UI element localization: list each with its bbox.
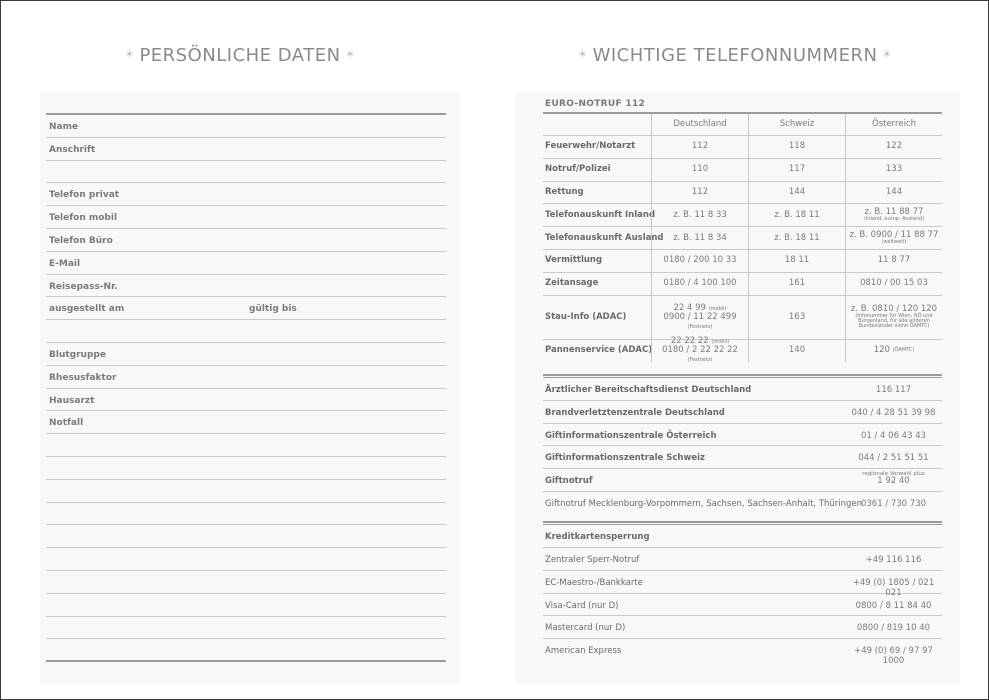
field-label: Telefon mobil [49, 213, 118, 224]
cell-at [845, 273, 942, 295]
table-row [543, 159, 942, 182]
cell-de: z. B. 11 8 33 [651, 204, 748, 226]
form-row[interactable] [46, 434, 446, 457]
form-row[interactable] [46, 115, 446, 138]
cell-at [845, 250, 942, 272]
title-text: WICHTIGE TELEFONNUMMERN [592, 45, 878, 66]
value-landline: 0180 / 2 22 22 22 [662, 345, 738, 356]
value-mobile: 22 22 22 [670, 336, 709, 347]
service-label: Mastercard (nur D) [545, 623, 626, 634]
row-label: Pannenservice (ADAC) [545, 345, 653, 356]
form-row[interactable] [46, 411, 446, 434]
table-row [543, 250, 942, 273]
service-number: 0800 / 819 10 40 [856, 623, 931, 634]
euro-notruf-title: EURO-NOTRUF 112 [545, 99, 646, 109]
row-label: Stau-Info (ADAC) [545, 311, 627, 322]
row-label: Telefonauskunft Inland [545, 209, 656, 220]
table-row [543, 227, 942, 250]
note: Burgenland, für alle anderen [858, 317, 930, 324]
credit-card-row [543, 548, 942, 571]
note: (Festnetz) [687, 323, 713, 330]
page-title-phone-numbers [530, 45, 940, 66]
table-row-pannen [543, 336, 942, 364]
value-landline: 0900 / 11 22 499 [663, 311, 737, 322]
service-row [543, 378, 942, 401]
form-row[interactable] [46, 457, 446, 480]
star-ornament: * [125, 49, 134, 65]
cell-de: 0180 / 4 100 100 [651, 273, 748, 295]
note: (ÖAMTC) [892, 347, 915, 354]
cell-ch: 140 [748, 340, 845, 363]
form-row[interactable] [46, 206, 446, 229]
field-label-secondary: gültig bis [249, 304, 297, 315]
cell-ch: 117 [748, 159, 845, 181]
service-number: 0800 / 8 11 84 40 [855, 600, 932, 611]
row-label: Vermittlung [545, 255, 603, 266]
column-header-at: Österreich [845, 114, 942, 135]
service-label: Giftinformationszentrale Schweiz [545, 453, 705, 464]
cell-ch: 118 [748, 136, 845, 158]
service-label: Brandverletztenzentrale Deutschland [545, 407, 725, 418]
service-label: Giftinformationszentrale Österreich [545, 430, 717, 441]
note: (Festnetz) [687, 357, 713, 364]
service-label: Ärztlicher Bereitschaftsdienst Deutschland [545, 385, 752, 395]
title-text: PERSÖNLICHE DATEN [139, 45, 341, 66]
table-row [543, 136, 942, 159]
divider [543, 374, 942, 376]
credit-card-row [543, 571, 942, 598]
page-title-personal-data [40, 45, 440, 66]
field-label: Reisepass-Nr. [49, 281, 118, 292]
field-label: E-Mail [49, 258, 81, 269]
field-label: Notfall [49, 418, 84, 429]
field-label: Telefon Büro [49, 235, 113, 246]
form-row[interactable] [46, 617, 446, 640]
value-mobile: 22 4 99 [673, 302, 706, 313]
row-label: Telefonauskunft Ausland [545, 232, 664, 243]
column-header-ch: Schweiz [748, 114, 845, 135]
field-label: Blutgruppe [49, 349, 106, 360]
form-row[interactable] [46, 183, 446, 206]
value: z. B. 11 88 77 [864, 207, 924, 218]
section-title: Kreditkartensperrung [545, 532, 650, 542]
cell-at [845, 182, 942, 204]
star-ornament: * [883, 49, 891, 65]
form-row[interactable] [46, 366, 446, 389]
cell-de: 112 [651, 136, 748, 158]
field-label: Rhesusfaktor [49, 372, 117, 383]
service-row [543, 424, 942, 447]
credit-card-row [543, 616, 942, 639]
row-label: Zeitansage [545, 278, 599, 289]
field-label: Telefon privat [49, 190, 120, 201]
form-row[interactable] [46, 343, 446, 366]
cell-de: 112 [651, 182, 748, 204]
service-label: American Express [545, 646, 622, 657]
cell-ch: 163 [748, 296, 845, 339]
service-label: Giftnotruf [545, 476, 593, 487]
service-number: +49 (0) 1805 / 021 021 [852, 577, 935, 598]
form-row[interactable] [46, 161, 446, 184]
table-row [543, 182, 942, 205]
service-number: 116 117 [875, 385, 912, 395]
form-row[interactable] [46, 389, 446, 412]
service-number: +49 (0) 69 / 97 97 1000 [854, 646, 933, 667]
service-row [543, 401, 942, 424]
form-row[interactable] [46, 571, 446, 594]
service-number: 040 / 4 28 51 39 98 [851, 407, 936, 418]
form-row[interactable] [46, 252, 446, 275]
table-row [543, 273, 942, 296]
form-row[interactable] [46, 639, 446, 662]
value: 1 92 40 [877, 476, 910, 487]
form-row[interactable] [46, 229, 446, 252]
form-row[interactable] [46, 297, 446, 320]
service-row-giftnotruf [543, 469, 942, 492]
value: 11 8 77 [877, 255, 911, 266]
form-row[interactable] [46, 594, 446, 617]
note: (Infonummer für Wien, NÖ und [855, 312, 933, 319]
cell-ch: z. B. 18 11 [748, 227, 845, 249]
service-number: +49 116 116 [865, 555, 922, 565]
field-label: Name [49, 122, 79, 132]
row-label: Rettung [545, 187, 584, 198]
star-ornament: * [579, 49, 587, 65]
service-number: 01 / 4 06 43 43 [860, 430, 927, 441]
personal-data-form [46, 113, 446, 662]
form-row[interactable] [46, 138, 446, 161]
form-row[interactable] [46, 525, 446, 548]
service-row [543, 446, 942, 469]
divider [543, 521, 942, 523]
form-row[interactable] [46, 320, 446, 343]
field-label: Anschrift [49, 144, 96, 155]
form-row[interactable] [46, 480, 446, 503]
field-label: Hausarzt [49, 395, 95, 406]
cell-at [845, 136, 942, 158]
cell-ch: z. B. 18 11 [748, 204, 845, 226]
service-number: 0361 / 730 730 [860, 499, 927, 509]
form-row[interactable] [46, 548, 446, 571]
row-label: Notruf/Polizei [545, 164, 611, 175]
emergency-table [543, 114, 942, 362]
credit-card-row [543, 594, 942, 617]
value: 133 [885, 164, 903, 175]
row-label: Feuerwehr/Notarzt [545, 141, 636, 152]
form-row[interactable] [46, 275, 446, 298]
star-ornament: * [346, 49, 355, 65]
note: regionale Vorwahl plus [862, 471, 925, 478]
value: 120 [873, 345, 890, 356]
cell-at [845, 159, 942, 181]
value: 122 [885, 141, 903, 152]
credit-card-row [543, 639, 942, 667]
cell-de [651, 336, 748, 364]
note: (Inland, europ. Ausland) [863, 216, 925, 223]
table-header-row [543, 114, 942, 136]
cell-ch: 161 [748, 273, 845, 295]
field-label: ausgestellt am [49, 304, 125, 315]
credit-card-section-title [543, 525, 942, 548]
cell-de: 0180 / 200 10 33 [651, 250, 748, 272]
cell-at [845, 227, 942, 249]
form-row[interactable] [46, 503, 446, 526]
service-label: EC-Maestro-/Bankkarte [545, 577, 643, 588]
cell-de: 110 [651, 159, 748, 181]
value: 0810 / 00 15 03 [860, 278, 928, 289]
note: (mobil) [708, 305, 727, 312]
cell-de [651, 296, 748, 339]
cell-ch: 18 11 [748, 250, 845, 272]
value: z. B. 0810 / 120 120 [850, 303, 938, 314]
cell-ch: 144 [748, 182, 845, 204]
note: Bundesländer siehe ÖAMTC) [858, 323, 930, 330]
cell-at [845, 296, 942, 339]
column-header-de: Deutschland [651, 114, 748, 135]
service-label: Visa-Card (nur D) [545, 600, 619, 611]
note: (mobil) [711, 339, 730, 346]
service-number: 044 / 2 51 51 51 [858, 453, 929, 464]
cell-de: z. B. 11 8 34 [651, 227, 748, 249]
value: z. B. 0900 / 11 88 77 [849, 230, 939, 240]
note: (weltweit) [881, 238, 907, 245]
cell-at [845, 204, 942, 226]
service-number [845, 471, 942, 486]
table-row-stau [543, 296, 942, 340]
service-label: Zentraler Sperr-Notruf [545, 555, 640, 565]
service-label: Giftnotruf Mecklenburg-Vorpommern, Sachsen, Sachsen-Anhalt, Thüringen [545, 499, 863, 509]
cell-at [845, 340, 942, 363]
value: 144 [885, 187, 903, 198]
table-row [543, 204, 942, 227]
service-row-giftnotruf-mv [543, 492, 942, 515]
